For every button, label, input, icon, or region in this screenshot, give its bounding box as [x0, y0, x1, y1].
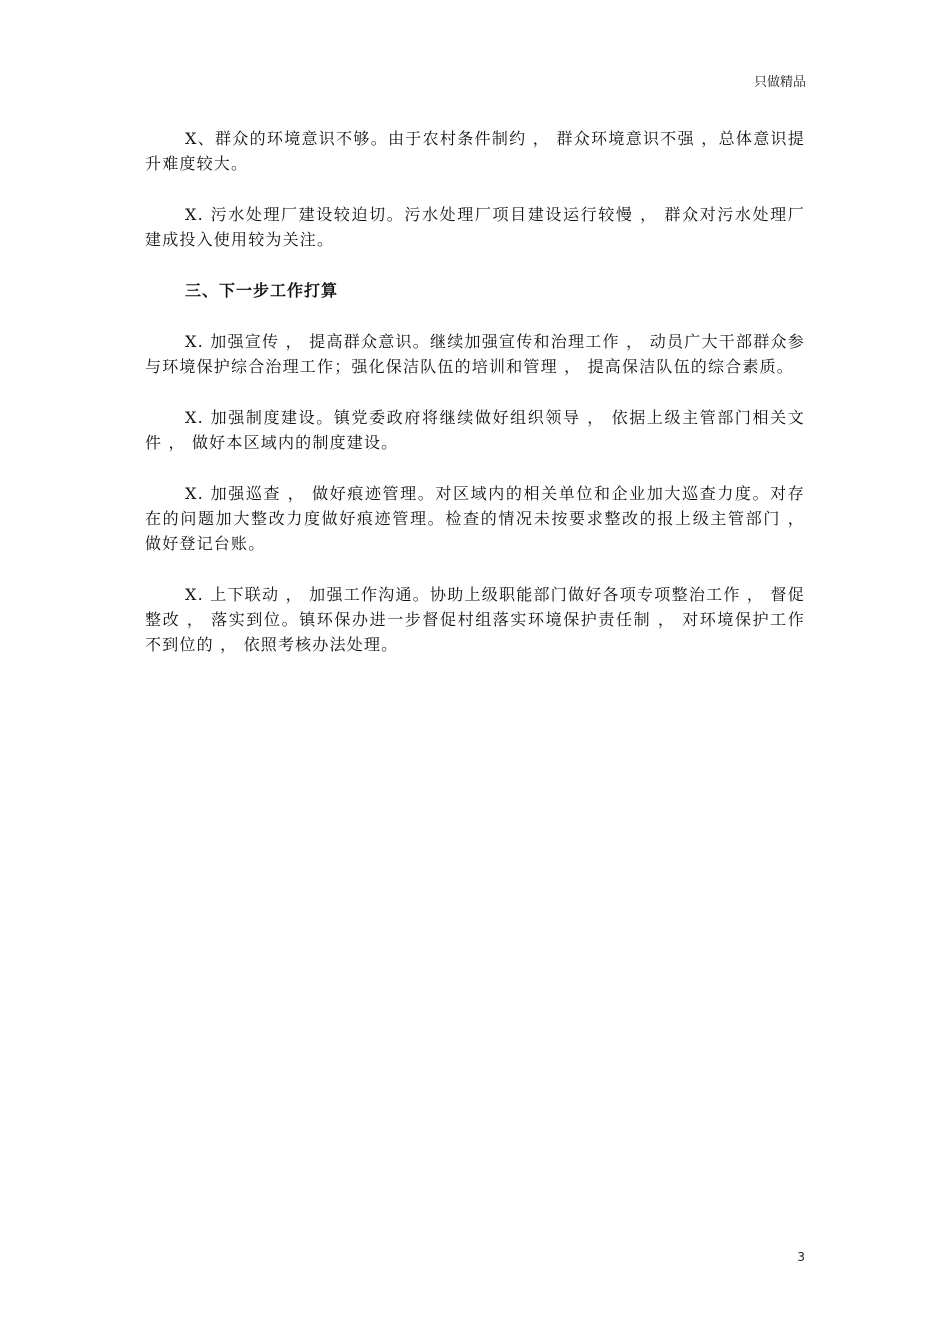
- page-number: 3: [797, 1250, 805, 1264]
- paragraph-publicity: X. 加强宣传 ， 提高群众意识。继续加强宣传和治理工作 ， 动员广大干部群众参与环境保护综合治理工作；强化保洁队伍的培训和管理 ， 提高保洁队伍的综合素质。: [145, 332, 805, 376]
- paragraph-system-building: X. 加强制度建设。镇党委政府将继续做好组织领导 ， 依据上级主管部门相关文件 ， 做好本区域内的制度建设。: [145, 408, 805, 452]
- paragraph-coordination: X. 上下联动 ， 加强工作沟通。协助上级职能部门做好各项专项整治工作 ， 督促整改 ， 落实到位。镇环保办进一步督促村组落实环境保护责任制 ， 对环境保护工作不到位的 ， 依照考核办法处理。: [145, 585, 805, 654]
- section-heading-next-steps: 三、下一步工作打算: [185, 281, 339, 300]
- paragraph-inspection: X. 加强巡查 ， 做好痕迹管理。对区域内的相关单位和企业加大巡查力度。对存在的问题加大整改力度做好痕迹管理。检查的情况未按要求整改的报上级主管部门 ， 做好登记台账。: [145, 484, 805, 553]
- paragraph-public-awareness: X、群众的环境意识不够。由于农村条件制约 ， 群众环境意识不强 ，总体意识提升难度较大。: [145, 129, 805, 173]
- document-body: [145, 126, 805, 683]
- header-note: 只做精品: [753, 75, 806, 90]
- paragraph-sewage-plant: X. 污水处理厂建设较迫切。污水处理厂项目建设运行较慢 ， 群众对污水处理厂建成投入使用较为关注。: [145, 205, 805, 249]
